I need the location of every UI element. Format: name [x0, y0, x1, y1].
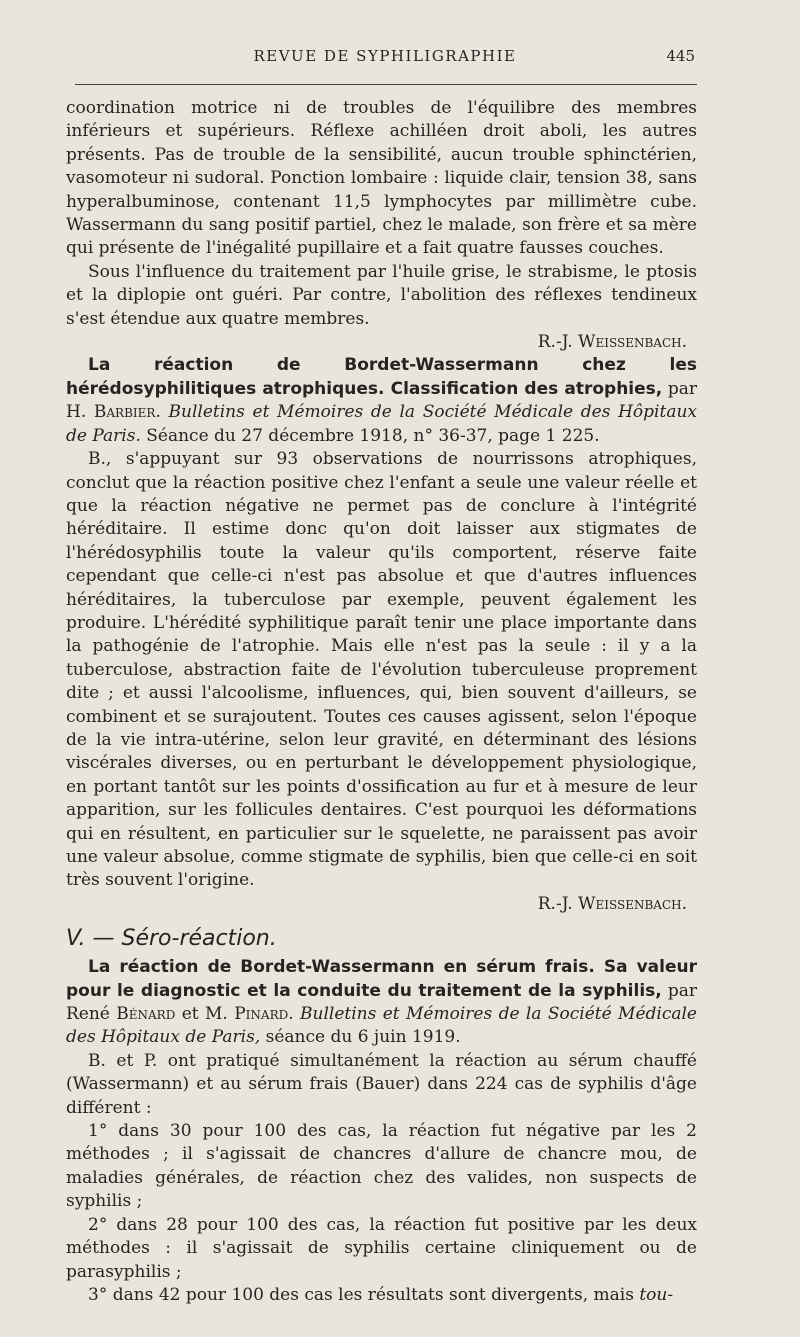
section-title: V. — Séro-réaction. — [66, 926, 277, 952]
paragraph-treatment — [66, 261, 697, 355]
article-heading — [66, 354, 697, 448]
paragraph-text-italic: tou- — [639, 1284, 674, 1305]
signature: R.-J. Weissenbach. — [537, 332, 687, 353]
article-heading — [66, 956, 697, 1050]
page-number: 445 — [666, 47, 695, 65]
paragraph-text: Sous l'influence du traitement par l'huile grise, le strabisme, le ptosis et la diplopie ont guéri. Par contre, l'abolition des réflexes tendineux s'est étendue aux quatre membres. — [66, 261, 697, 329]
header-rule — [75, 84, 697, 85]
article-journal: Bulletins et Mémoires de la Société Médicale des Hôpitaux de Paris. — [66, 402, 697, 446]
article-paragraph: 1° dans 30 pour 100 des cas, la réaction fut négative par les 2 méthodes ; il s'agissait de chancres d'allure de chancre mou, de maladies générales, de réaction chez des valides, non suspects de syphilis ; — [66, 1121, 697, 1212]
article-and: et M. — [175, 1004, 235, 1025]
article-author: Bénard — [116, 1004, 176, 1025]
article-text: B., s'appuyant sur 93 observations de nourrissons atrophiques, conclut que la réaction positive chez l'enfant a seule une valeur réelle et que la réaction négative ne permet pas de conclure à l'intégrité héréditaire. Il estime donc qu'on doit laisser aux stigmates de l'hérédosyphilis toute la valeur qu'ils comportent, réserve faite cependant que celle-ci n'est pas absolue et que d'autres influences héréditaires, la tuberculose par exemple, peuvent également les produire. L'hérédité syphilitique paraît tenir une place importante dans la pathogénie de l'atrophie. Mais elle n'est pas la seule : il y a la tuberculose, abstraction faite de l'évolution tuberculeuse proprement dite ; et aussi l'alcoolisme, influences, qui, bien souvent d'ailleurs, se combinent et se surajoutent. Toutes ces causes agissent, selon l'époque de la vie intra-utérine, selon leur gravité, en déterminant des lésions viscérales diverses, ou en perturbant le développement physiologique, en portant tantôt sur les points d'ossification au fur et à mesure de leur apparition, sur les follicules dentaires. C'est pourquoi les déformations qui en résultent, en particulier sur le squelette, ne paraissent pas avoir une valeur absolue, comme stigmate de syphilis, bien que celle-ci en soit très souvent l'origine. — [66, 449, 697, 891]
paragraph-text: 3° dans 42 pour 100 des cas les résultats sont divergents, mais — [88, 1284, 640, 1305]
article-author: Barbier — [93, 402, 156, 423]
paragraph-continuation: coordination motrice ni de troubles de l'équilibre des membres inférieurs et supérieurs. Réflexe achilléen droit aboli, les autres présents. Pas de trouble de la sensibilité, aucun trouble sphinctérien, vasomoteur ni sudoral. Ponction lombaire : liquide clair, tension 38, sans hyperalbuminose, contenant 11,5 lymphocytes par millimètre cube. Wassermann du sang positif partiel, chez le malade, son frère et sa mère qui présente de l'inégalité pupillaire et a fait quatre fausses couches. — [66, 98, 697, 259]
running-title: REVUE DE SYPHILIGRAPHIE — [253, 47, 517, 65]
article-dot: . — [288, 1004, 301, 1025]
article-journal: Bulletins et Mémoires de la Société Médicale des Hôpitaux de Paris, — [66, 1004, 697, 1048]
article-title: La réaction de Bordet-Wassermann en sérum frais. Sa valeur pour le diagnostic et la conduite du traitement de la syphilis, — [66, 957, 697, 1001]
page-header — [75, 47, 695, 69]
article-author: Pinard — [234, 1004, 289, 1025]
article-paragraph: 2° dans 28 pour 100 des cas, la réaction fut positive par les deux méthodes : il s'agissait de syphilis certaine cliniquement ou de parasyphilis ; — [66, 1214, 697, 1282]
article-by: par René — [66, 980, 697, 1025]
article-paragraph: B. et P. ont pratiqué simultanément la réaction au sérum chauffé (Wassermann) et au sérum frais (Bauer) dans 224 cas de syphilis d'âge différent : — [66, 1050, 697, 1118]
article-paragraph — [66, 1284, 697, 1307]
article-title: La réaction de Bordet-Wassermann chez les hérédosyphilitiques atrophiques. Classification des atrophies, — [66, 355, 697, 399]
signature: R.-J. Weissenbach. — [537, 893, 687, 914]
article-session: Séance du 27 décembre 1918, n° 36-37, page 1 225. — [140, 425, 600, 446]
article-dot: . — [155, 402, 169, 423]
article-by: par H. — [66, 378, 697, 423]
page-body — [66, 97, 697, 1307]
article-session: séance du 6 juin 1919. — [260, 1027, 461, 1048]
article-body — [66, 448, 697, 916]
